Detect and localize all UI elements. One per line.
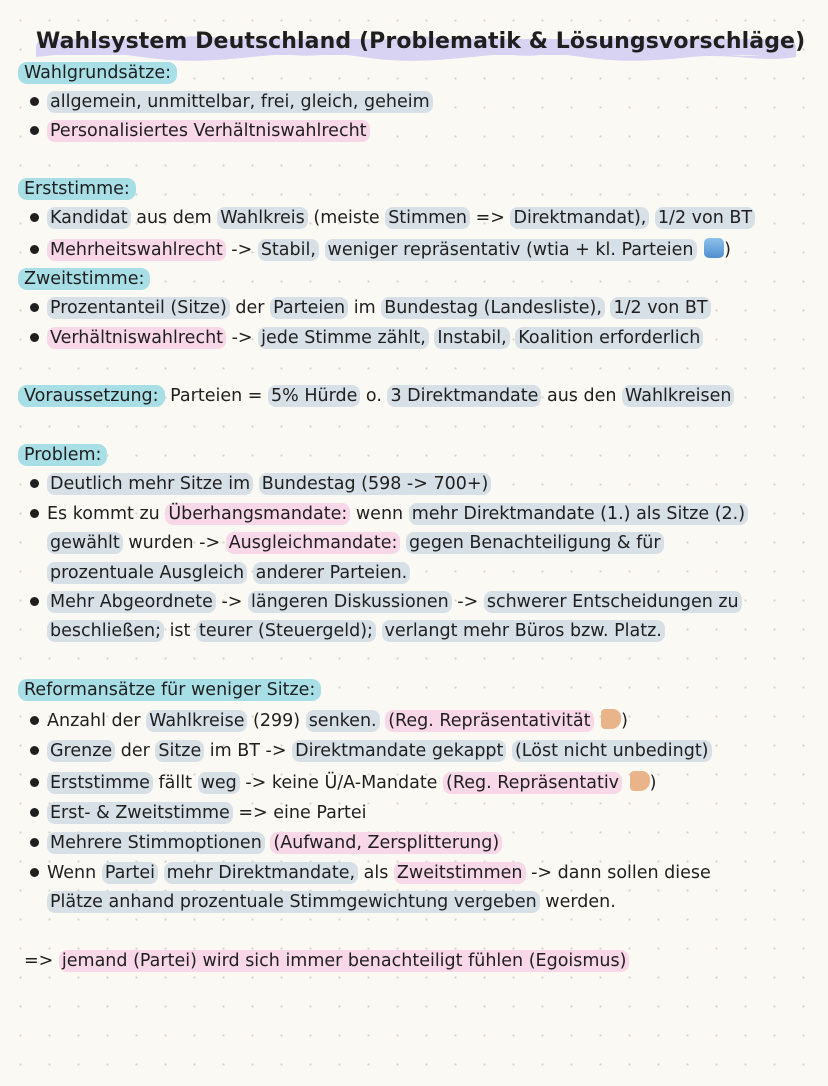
text-fragment: Kandidat (47, 207, 131, 229)
text-fragment: im BT -> (209, 741, 287, 761)
text-fragment: Reformansätze für weniger Sitze: (18, 679, 321, 701)
text-fragment: Stimmen (385, 207, 470, 229)
text-fragment: 3 Direktmandate (387, 385, 541, 407)
text-fragment: Problem: (18, 444, 107, 466)
page-title: Wahlsystem Deutschland (Problematik & Lösungsvorschläge) (36, 29, 806, 54)
text-fragment: Wahlgrundsätze: (18, 62, 177, 84)
text-fragment: werden. (545, 892, 616, 912)
list-item (24, 120, 814, 142)
heading-zweitstimme (24, 268, 814, 290)
list-item (24, 802, 814, 824)
text-fragment: (Aufwand, Zersplitterung) (270, 832, 502, 854)
text-fragment: -> (231, 328, 253, 348)
list-item-continuation (24, 620, 828, 642)
text-fragment: Verhältniswahlrecht (47, 327, 226, 349)
text-fragment: Stabil, (258, 239, 319, 261)
thumbs-down-icon (601, 709, 621, 729)
text-fragment: jede Stimme zählt, (258, 327, 429, 349)
text-fragment: wurden -> (128, 533, 221, 553)
text-fragment: Wahlkreisen (622, 385, 734, 407)
text-fragment: als (363, 863, 389, 883)
list-item (24, 297, 814, 319)
text-fragment: (meiste (313, 208, 380, 228)
text-fragment: -> (231, 240, 253, 260)
text-fragment: Partei (102, 862, 158, 884)
text-fragment: => (475, 208, 505, 228)
text-fragment: 5% Hürde (268, 385, 360, 407)
text-fragment: teurer (Steuergeld); (196, 620, 376, 642)
text-fragment: Deutlich mehr Sitze im (47, 473, 253, 495)
bullet-icon (30, 746, 39, 755)
text-fragment: -> (221, 592, 243, 612)
text-fragment: Prozentanteil (Sitze) (47, 297, 230, 319)
bullet-icon (30, 838, 39, 847)
heading-reformansaetze (24, 679, 814, 701)
text-fragment: Zweitstimmen (394, 862, 526, 884)
text-fragment: 1/2 von BT (610, 297, 710, 319)
list-item-continuation (24, 562, 828, 584)
list-item-continuation (24, 532, 828, 554)
list-item (24, 238, 814, 261)
heading-wahlgrundsaetze (24, 62, 814, 84)
text-fragment: Es kommt zu (47, 504, 160, 524)
text-fragment: senken. (306, 710, 380, 732)
text-fragment: gegen Benachteiligung & für (406, 532, 664, 554)
text-fragment: ) (724, 240, 731, 260)
text-fragment: Mehr Abgeordnete (47, 591, 216, 613)
text-fragment: (Reg. Repräsentativität (385, 710, 593, 732)
text-fragment: weniger repräsentativ (wtia + kl. Parteien (325, 239, 697, 261)
text-fragment: ) (621, 711, 628, 731)
text-fragment: Wahlkreise (146, 710, 247, 732)
text-fragment: Wahlkreis (217, 207, 308, 229)
bullet-icon (30, 597, 39, 606)
text-fragment: Mehrere Stimmoptionen (47, 832, 265, 854)
bullet-icon (30, 868, 39, 877)
bullet-icon (30, 716, 39, 725)
text-fragment: Bundestag (Landesliste), (381, 297, 605, 319)
text-fragment: Bundestag (598 -> 700+) (259, 473, 492, 495)
text-fragment: Erststimme (47, 772, 153, 794)
text-fragment: im (353, 298, 376, 318)
text-fragment: mehr Direktmandate, (164, 862, 358, 884)
text-fragment: (Löst nicht unbedingt) (512, 740, 712, 762)
text-fragment: Direktmandate gekappt (292, 740, 506, 762)
text-fragment: -> dann sollen diese (531, 863, 711, 883)
list-item (24, 207, 814, 229)
bullet-icon (30, 303, 39, 312)
text-fragment: anderer Parteien. (253, 562, 411, 584)
text-fragment: längeren Diskussionen (248, 591, 452, 613)
list-item (24, 771, 814, 794)
text-fragment: Erst- & Zweitstimme (47, 802, 233, 824)
text-fragment: weg (198, 772, 240, 794)
text-fragment: => eine Partei (238, 803, 367, 823)
text-fragment: Personalisiertes Verhältniswahlrecht (47, 120, 370, 142)
text-fragment: verlangt mehr Büros bzw. Platz. (382, 620, 665, 642)
voraussetzung-line (24, 385, 814, 407)
text-fragment: Plätze anhand prozentuale Stimmgewichtung vergeben (47, 891, 540, 913)
text-fragment: jemand (Partei) wird sich immer benachteiligt fühlen (Egoismus) (59, 950, 630, 972)
list-item (24, 832, 814, 854)
text-fragment: -> keine Ü/A-Mandate (245, 773, 438, 793)
bullet-icon (30, 808, 39, 817)
list-item-continuation (24, 891, 828, 913)
list-item (24, 740, 814, 762)
conclusion-line (24, 950, 814, 972)
text-fragment: Sitze (155, 740, 204, 762)
text-fragment: Parteien (270, 297, 348, 319)
text-fragment: (Reg. Repräsentativ (443, 772, 622, 794)
text-fragment: Zweitstimme: (18, 268, 150, 290)
text-fragment: beschließen; (47, 620, 164, 642)
text-fragment: der (120, 741, 150, 761)
text-fragment: Überhangsmandate: (165, 503, 350, 525)
text-fragment: Mehrheitswahlrecht (47, 239, 226, 261)
text-fragment: schwerer Entscheidungen zu (484, 591, 742, 613)
text-fragment: Voraussetzung: (18, 385, 165, 407)
heading-erststimme (24, 178, 814, 200)
text-fragment: 1/2 von BT (655, 207, 755, 229)
text-fragment: Koalition erforderlich (515, 327, 703, 349)
heading-problem (24, 444, 814, 466)
text-fragment: => (24, 951, 54, 971)
text-fragment: Instabil, (434, 327, 509, 349)
bullet-icon (30, 213, 39, 222)
title-block (36, 27, 806, 57)
text-fragment: allgemein, unmittelbar, frei, gleich, geheim (47, 91, 433, 113)
bullet-icon (30, 97, 39, 106)
text-fragment: Anzahl der (47, 711, 141, 731)
bullet-icon (30, 333, 39, 342)
text-fragment: aus den (546, 386, 617, 406)
text-fragment: mehr Direktmandate (1.) als Sitze (2.) (409, 503, 748, 525)
bullet-icon (30, 245, 39, 254)
bullet-icon (30, 778, 39, 787)
text-fragment: Parteien = (170, 386, 263, 406)
list-item (24, 591, 814, 613)
text-fragment: gewählt (47, 532, 123, 554)
thumbs-up-box-icon (704, 238, 724, 258)
list-item (24, 862, 814, 884)
text-fragment: aus dem (136, 208, 212, 228)
text-fragment: -> (457, 592, 479, 612)
text-fragment: Wenn (47, 863, 97, 883)
text-fragment: der (235, 298, 265, 318)
list-item (24, 327, 814, 349)
text-fragment: o. (365, 386, 382, 406)
list-item (24, 709, 814, 732)
text-fragment: Grenze (47, 740, 115, 762)
text-fragment: (299) (253, 711, 301, 731)
list-item (24, 91, 814, 113)
text-fragment: prozentuale Ausgleich (47, 562, 247, 584)
text-fragment: Erststimme: (18, 178, 136, 200)
list-item (24, 473, 814, 495)
text-fragment: ist (169, 621, 191, 641)
bullet-icon (30, 126, 39, 135)
thumbs-down-icon (630, 771, 650, 791)
text-fragment: fällt (158, 773, 192, 793)
text-fragment: Direktmandat), (510, 207, 649, 229)
text-fragment: ) (649, 773, 657, 793)
list-item (24, 503, 814, 525)
bullet-icon (30, 479, 39, 488)
text-fragment: wenn (355, 504, 404, 524)
text-fragment: Ausgleichmandate: (226, 532, 401, 554)
bullet-icon (30, 509, 39, 518)
